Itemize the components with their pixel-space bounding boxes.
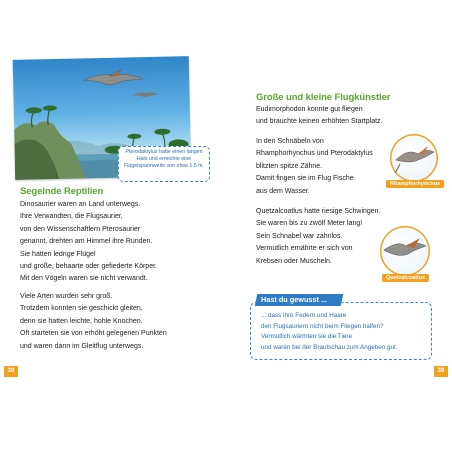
quetzalcoatlus-thumbnail: [380, 226, 430, 276]
left-paragraph-1: Dinosaurier waren an Land unterwegs. Ihre Verwandten, die Flugsaurier, von den Wissenschaftlern Pterosaurier genannt, drehten am Himmel ihre Runden. Sie hatten ledrige Flügel und große, behaarte oder gefiederte Körper. Mit den Vögeln waren sie nicht verwandt.: [20, 201, 157, 283]
did-you-know-title-text: Hast du gewusst ...: [261, 295, 328, 304]
did-you-know-title: [255, 294, 344, 306]
right-heading: Große und kleine Flugkünstler: [256, 92, 391, 103]
right-paragraph-3: Quetzalcoatlus hatte riesige Schwingen. Sie waren bis zu zwölf Meter lang! Sein Schnabel war zahnlos. Vermutlich ernährte er sich von Krebsen oder Muscheln.: [256, 208, 381, 265]
right-paragraph-1: Eudimorphodon konnte gut fliegen und brauchte keinen erhöhten Startplatz.: [256, 106, 383, 126]
did-you-know-box: ... dass ihre Federn und Haare den Flugsauriern nicht beim Fliegen halfen? Vermutlich wärmten sie die Tiere und waren bei der Brautschau zum Angeben gut.: [250, 302, 432, 360]
page-number-right: 39: [434, 366, 448, 377]
right-paragraph-2: In den Schnäbeln von Rhamphorhynchus und Pterodaktylus blitzten spitze Zähne. Damit fingen sie im Flug Fische aus dem Wasser.: [256, 138, 373, 195]
rhamphorhynchus-thumbnail: [390, 134, 438, 182]
left-paragraph-2: Viele Arten wurden sehr groß. Trotzdem konnten sie geschickt gleiten, denn sie hatten leichte, hohle Knochen. Oft starteten sie von erhöht gelegenen Punkten und waren dann im Gleitflug unterwegs.: [20, 293, 167, 350]
illustration-caption: [118, 146, 210, 182]
page-number-left: 38: [4, 366, 18, 377]
quetzalcoatlus-label: Quetzalcoatlus: [382, 274, 429, 282]
caption-text: Pterodaktylus hatte einen langen Hals und erreichte eine Flügelspannweite von etwa 1,5 m.: [123, 149, 205, 169]
rhamphorhynchus-label: Rhamphorhynchus: [386, 180, 444, 188]
left-heading: Segelnde Reptilien: [20, 186, 104, 197]
